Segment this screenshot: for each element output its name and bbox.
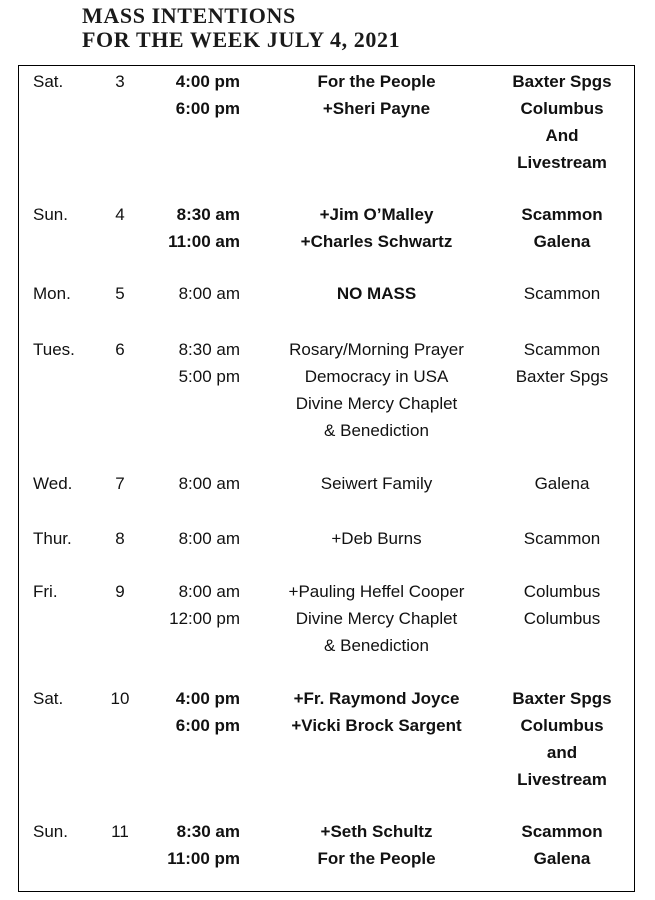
- time: 6:00 pm: [175, 99, 240, 118]
- location-cell: [497, 578, 627, 632]
- day-label: Thur.: [33, 529, 72, 548]
- time-cell: [145, 578, 240, 632]
- mass-schedule-table: [18, 65, 635, 892]
- intention: +Deb Burns: [331, 529, 422, 548]
- day-label: Fri.: [33, 582, 58, 601]
- intention-cell: [269, 470, 484, 497]
- location: And: [545, 126, 579, 145]
- location: Columbus: [520, 716, 604, 735]
- time-cell: [145, 280, 240, 307]
- time: 4:00 pm: [175, 689, 240, 708]
- time: 6:00 pm: [175, 716, 240, 735]
- location: Baxter Spgs: [515, 367, 609, 386]
- intention-cell: [269, 578, 484, 659]
- intention-cell: [269, 68, 484, 122]
- time: 4:00 pm: [175, 72, 240, 91]
- time: 12:00 pm: [169, 609, 240, 628]
- time: 8:30 am: [176, 205, 240, 224]
- location: Scammon: [523, 529, 601, 548]
- location: Galena: [534, 474, 590, 493]
- time-cell: [145, 525, 240, 552]
- intention: +Vicki Brock Sargent: [291, 716, 462, 735]
- location-cell: [497, 68, 627, 176]
- date-number: 3: [115, 72, 125, 91]
- location-cell: [497, 470, 627, 497]
- day-label: Sat.: [33, 689, 64, 708]
- location: Livestream: [517, 770, 607, 789]
- time-cell: [145, 336, 240, 390]
- time: 8:00 am: [178, 529, 240, 548]
- location: Livestream: [517, 153, 607, 172]
- date-number: 7: [115, 474, 125, 493]
- intention: Divine Mercy Chaplet: [295, 609, 458, 628]
- date-number: 6: [115, 340, 125, 359]
- date-number: 5: [115, 284, 125, 303]
- time-cell: [145, 818, 240, 872]
- intention: For the People: [317, 72, 436, 91]
- intention-cell: [269, 685, 484, 739]
- location: Scammon: [521, 205, 603, 224]
- day-label: Tues.: [33, 340, 75, 359]
- day-label: Mon.: [33, 284, 71, 303]
- intention: Rosary/Morning Prayer: [289, 340, 464, 359]
- intention: & Benediction: [324, 421, 429, 440]
- intention: NO MASS: [336, 284, 417, 303]
- time-cell: [145, 201, 240, 255]
- time-cell: [145, 470, 240, 497]
- location-cell: [497, 280, 627, 307]
- date-number: 8: [115, 529, 125, 548]
- time: 11:00 pm: [167, 849, 240, 868]
- intention: +Charles Schwartz: [300, 232, 453, 251]
- location: Scammon: [523, 284, 601, 303]
- location-cell: [497, 336, 627, 390]
- time: 11:00 am: [168, 232, 240, 251]
- intention-cell: [269, 336, 484, 444]
- location-cell: [497, 525, 627, 552]
- location-cell: [497, 818, 627, 872]
- title-line-1: MASS INTENTIONS: [82, 3, 296, 28]
- date-number: 11: [111, 822, 129, 841]
- intention: & Benediction: [324, 636, 429, 655]
- location: Columbus: [520, 99, 604, 118]
- time: 8:30 am: [176, 822, 240, 841]
- intention-cell: [269, 818, 484, 872]
- time: 5:00 pm: [178, 367, 240, 386]
- time-cell: [145, 68, 240, 122]
- time: 8:00 am: [178, 284, 240, 303]
- intention: +Seth Schultz: [320, 822, 433, 841]
- intention: Seiwert Family: [320, 474, 433, 493]
- location: Scammon: [521, 822, 603, 841]
- location-cell: [497, 685, 627, 793]
- intention-cell: [269, 525, 484, 552]
- intention-cell: [269, 280, 484, 307]
- time: 8:30 am: [178, 340, 240, 359]
- location: Columbus: [523, 582, 601, 601]
- intention: Democracy in USA: [304, 367, 449, 386]
- intention: +Pauling Heffel Cooper: [288, 582, 465, 601]
- location: Baxter Spgs: [512, 72, 612, 91]
- intention: For the People: [317, 849, 436, 868]
- intention-cell: [269, 201, 484, 255]
- date-number: 9: [115, 582, 125, 601]
- intention: +Jim O’Malley: [319, 205, 434, 224]
- location: and: [546, 743, 578, 762]
- location: Columbus: [523, 609, 601, 628]
- location-cell: [497, 201, 627, 255]
- page-title: [82, 4, 400, 52]
- intention: +Sheri Payne: [322, 99, 431, 118]
- location: Galena: [533, 232, 591, 251]
- location: Baxter Spgs: [512, 689, 612, 708]
- intention: Divine Mercy Chaplet: [295, 394, 458, 413]
- time: 8:00 am: [178, 474, 240, 493]
- time: 8:00 am: [178, 582, 240, 601]
- location: Galena: [533, 849, 591, 868]
- date-number: 4: [115, 205, 125, 224]
- day-label: Sat.: [33, 72, 64, 91]
- intention: +Fr. Raymond Joyce: [293, 689, 460, 708]
- day-label: Wed.: [33, 474, 73, 493]
- day-label: Sun.: [33, 205, 68, 224]
- time-cell: [145, 685, 240, 739]
- day-label: Sun.: [33, 822, 68, 841]
- date-number: 10: [110, 689, 130, 708]
- location: Scammon: [523, 340, 601, 359]
- title-line-2: FOR THE WEEK JULY 4, 2021: [82, 27, 401, 52]
